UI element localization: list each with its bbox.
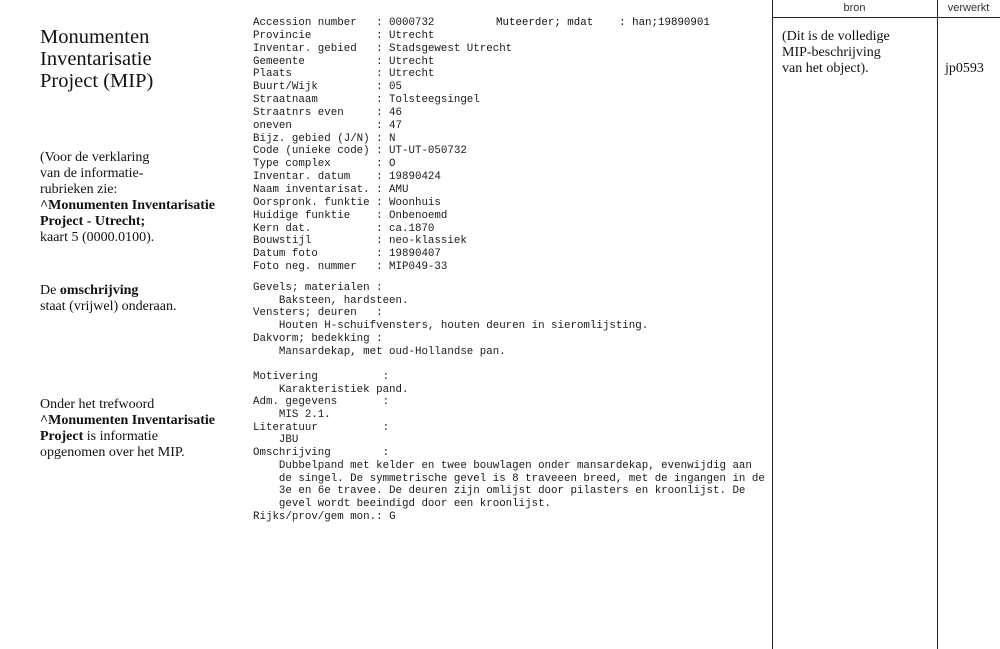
document-title [40,26,153,92]
field-value: : O [376,158,396,171]
field-value: : 19890424 [376,171,441,184]
field-label: Oorspronk. funktie [253,196,370,209]
record-field [253,210,512,223]
field-label: Bijz. gebied (J/N) [253,132,370,145]
record-field [253,184,512,197]
field-value: : Stadsgewest Utrecht [376,42,513,55]
record-field [253,94,512,107]
record-field [253,248,512,261]
title-line: Inventarisatie [40,48,152,70]
field-label: oneven [253,119,292,132]
field-value: : 05 [376,81,403,94]
record-field [253,56,512,69]
note-line: Onder het trefwoord [40,397,155,412]
field-value: : neo-klassiek [376,235,467,248]
record-field [253,17,512,30]
field-label: Type complex [253,158,331,171]
note-line-bold: Project - Utrecht; [40,214,146,229]
section-text: Mansardekap, met oud-Hollandse pan. [278,345,506,358]
record-field [253,133,512,146]
field-label: Bouwstijl [253,235,312,248]
keyword-note [40,397,215,461]
field-label: Straatnaam [253,94,318,107]
section-text: Houten H-schuifvensters, houten deuren in sieromlijsting. [278,320,649,333]
note-bold: Project [40,429,84,444]
section-heading: Literatuur : [253,421,390,434]
section-heading: Adm. gegevens : [253,396,390,409]
section-text: gevel wordt beeindigd door een kroonlijst. [278,497,552,510]
record-field [253,145,512,158]
note-bold: omschrijving [59,283,139,298]
note-text: is informatie [83,429,158,444]
reference-note [40,150,215,246]
record-field [253,171,512,184]
note-line: (Voor de verklaring [40,150,150,165]
section-heading: Dakvorm; bedekking : [253,332,383,345]
mutator-field [496,17,710,29]
header-source: bron [843,2,866,14]
section-heading: Rijks/prov/gem mon.: G [253,510,396,523]
field-value: : AMU [376,183,409,196]
description-note [40,283,176,315]
record-field [253,120,512,133]
section-text: JBU [278,434,299,447]
note-line: rubrieken zie: [40,182,118,197]
section-text: Karakteristiek pand. [278,383,409,396]
field-label: Inventar. datum [253,171,351,184]
source-line: (Dit is de volledige [782,29,890,44]
field-label: Gemeente [253,55,305,68]
field-value: : Utrecht [376,29,435,42]
record-field [253,223,512,236]
section-heading: Vensters; deuren : [253,307,383,320]
section-heading: Gevels; materialen : [253,282,383,294]
field-label: Datum foto [253,248,318,261]
record-field [253,43,512,56]
record-field [253,81,512,94]
field-value: : Onbenoemd [376,209,448,222]
record-fields [253,17,512,274]
field-value: : Woonhuis [376,196,441,209]
title-line: Monumenten [40,26,150,48]
field-value: : Tolsteegsingel [376,94,480,107]
column-divider [937,0,938,649]
field-value: : 19890407 [376,248,441,261]
field-label: Provincie [253,29,312,42]
header-divider [772,17,1000,18]
section-heading: Omschrijving : [253,447,390,460]
field-value: : 47 [376,119,403,132]
record-description [253,282,765,523]
field-value: : Utrecht [376,55,435,68]
processed-code: jp0593 [945,61,984,76]
note-line: van de informatie- [40,166,144,181]
record-field [253,235,512,248]
field-value: : UT-UT-050732 [376,145,467,158]
section-text: 3e en 6e travee. De deuren zijn omlijst door pilasters en kroonlijst. De [278,485,746,498]
record-field [253,107,512,120]
field-label: Buurt/Wijk [253,81,318,94]
source-line: MIP-beschrijving [782,45,881,60]
field-label: Code (unieke code) [253,145,370,158]
section-heading: Motivering : [253,370,390,383]
field-value: : 46 [376,106,403,119]
note-line: opgenomen over het MIP. [40,445,185,460]
source-line: van het object). [782,61,869,76]
record-field [253,197,512,210]
field-label: Muteerder; mdat [496,17,594,29]
field-label: Foto neg. nummer [253,261,357,274]
section-text: Baksteen, hardsteen. [278,294,409,307]
field-value: : han;19890901 [619,17,710,29]
section-text: MIS 2.1. [278,409,331,422]
field-label: Straatnrs even [253,106,344,119]
field-value: : MIP049-33 [376,261,448,274]
field-value: : N [376,132,396,145]
record-field [253,30,512,43]
field-value: : 0000732 [376,17,435,29]
field-label: Kern dat. [253,222,312,235]
section-heading [253,358,765,371]
source-note [782,29,890,77]
field-label: Inventar. gebied [253,42,357,55]
note-bold: ^Monumenten Inventarisatie [40,413,215,428]
field-value: : Utrecht [376,68,435,81]
column-divider [772,0,773,649]
header-processed: verwerkt [947,2,990,14]
note-line: staat (vrijwel) onderaan. [40,299,177,314]
record-field [253,68,512,81]
field-label: Huidige funktie [253,209,351,222]
note-line: kaart 5 (0000.0100). [40,230,155,245]
section-text: Dubbelpand met kelder en twee bouwlagen onder mansardekap, evenwijdig aan [278,459,752,472]
field-label: Accession number [253,17,357,29]
note-text: De [40,283,60,298]
record-field [253,261,512,274]
section-text: de singel. De symmetrische gevel is 8 traveeen breed, met de ingangen in de [278,472,765,485]
record-field [253,158,512,171]
title-line: Project (MIP) [40,70,154,92]
note-line-bold: ^Monumenten Inventarisatie [40,198,215,213]
field-label: Plaats [253,68,292,81]
field-label: Naam inventarisat. [253,183,370,196]
field-value: : ca.1870 [376,222,435,235]
